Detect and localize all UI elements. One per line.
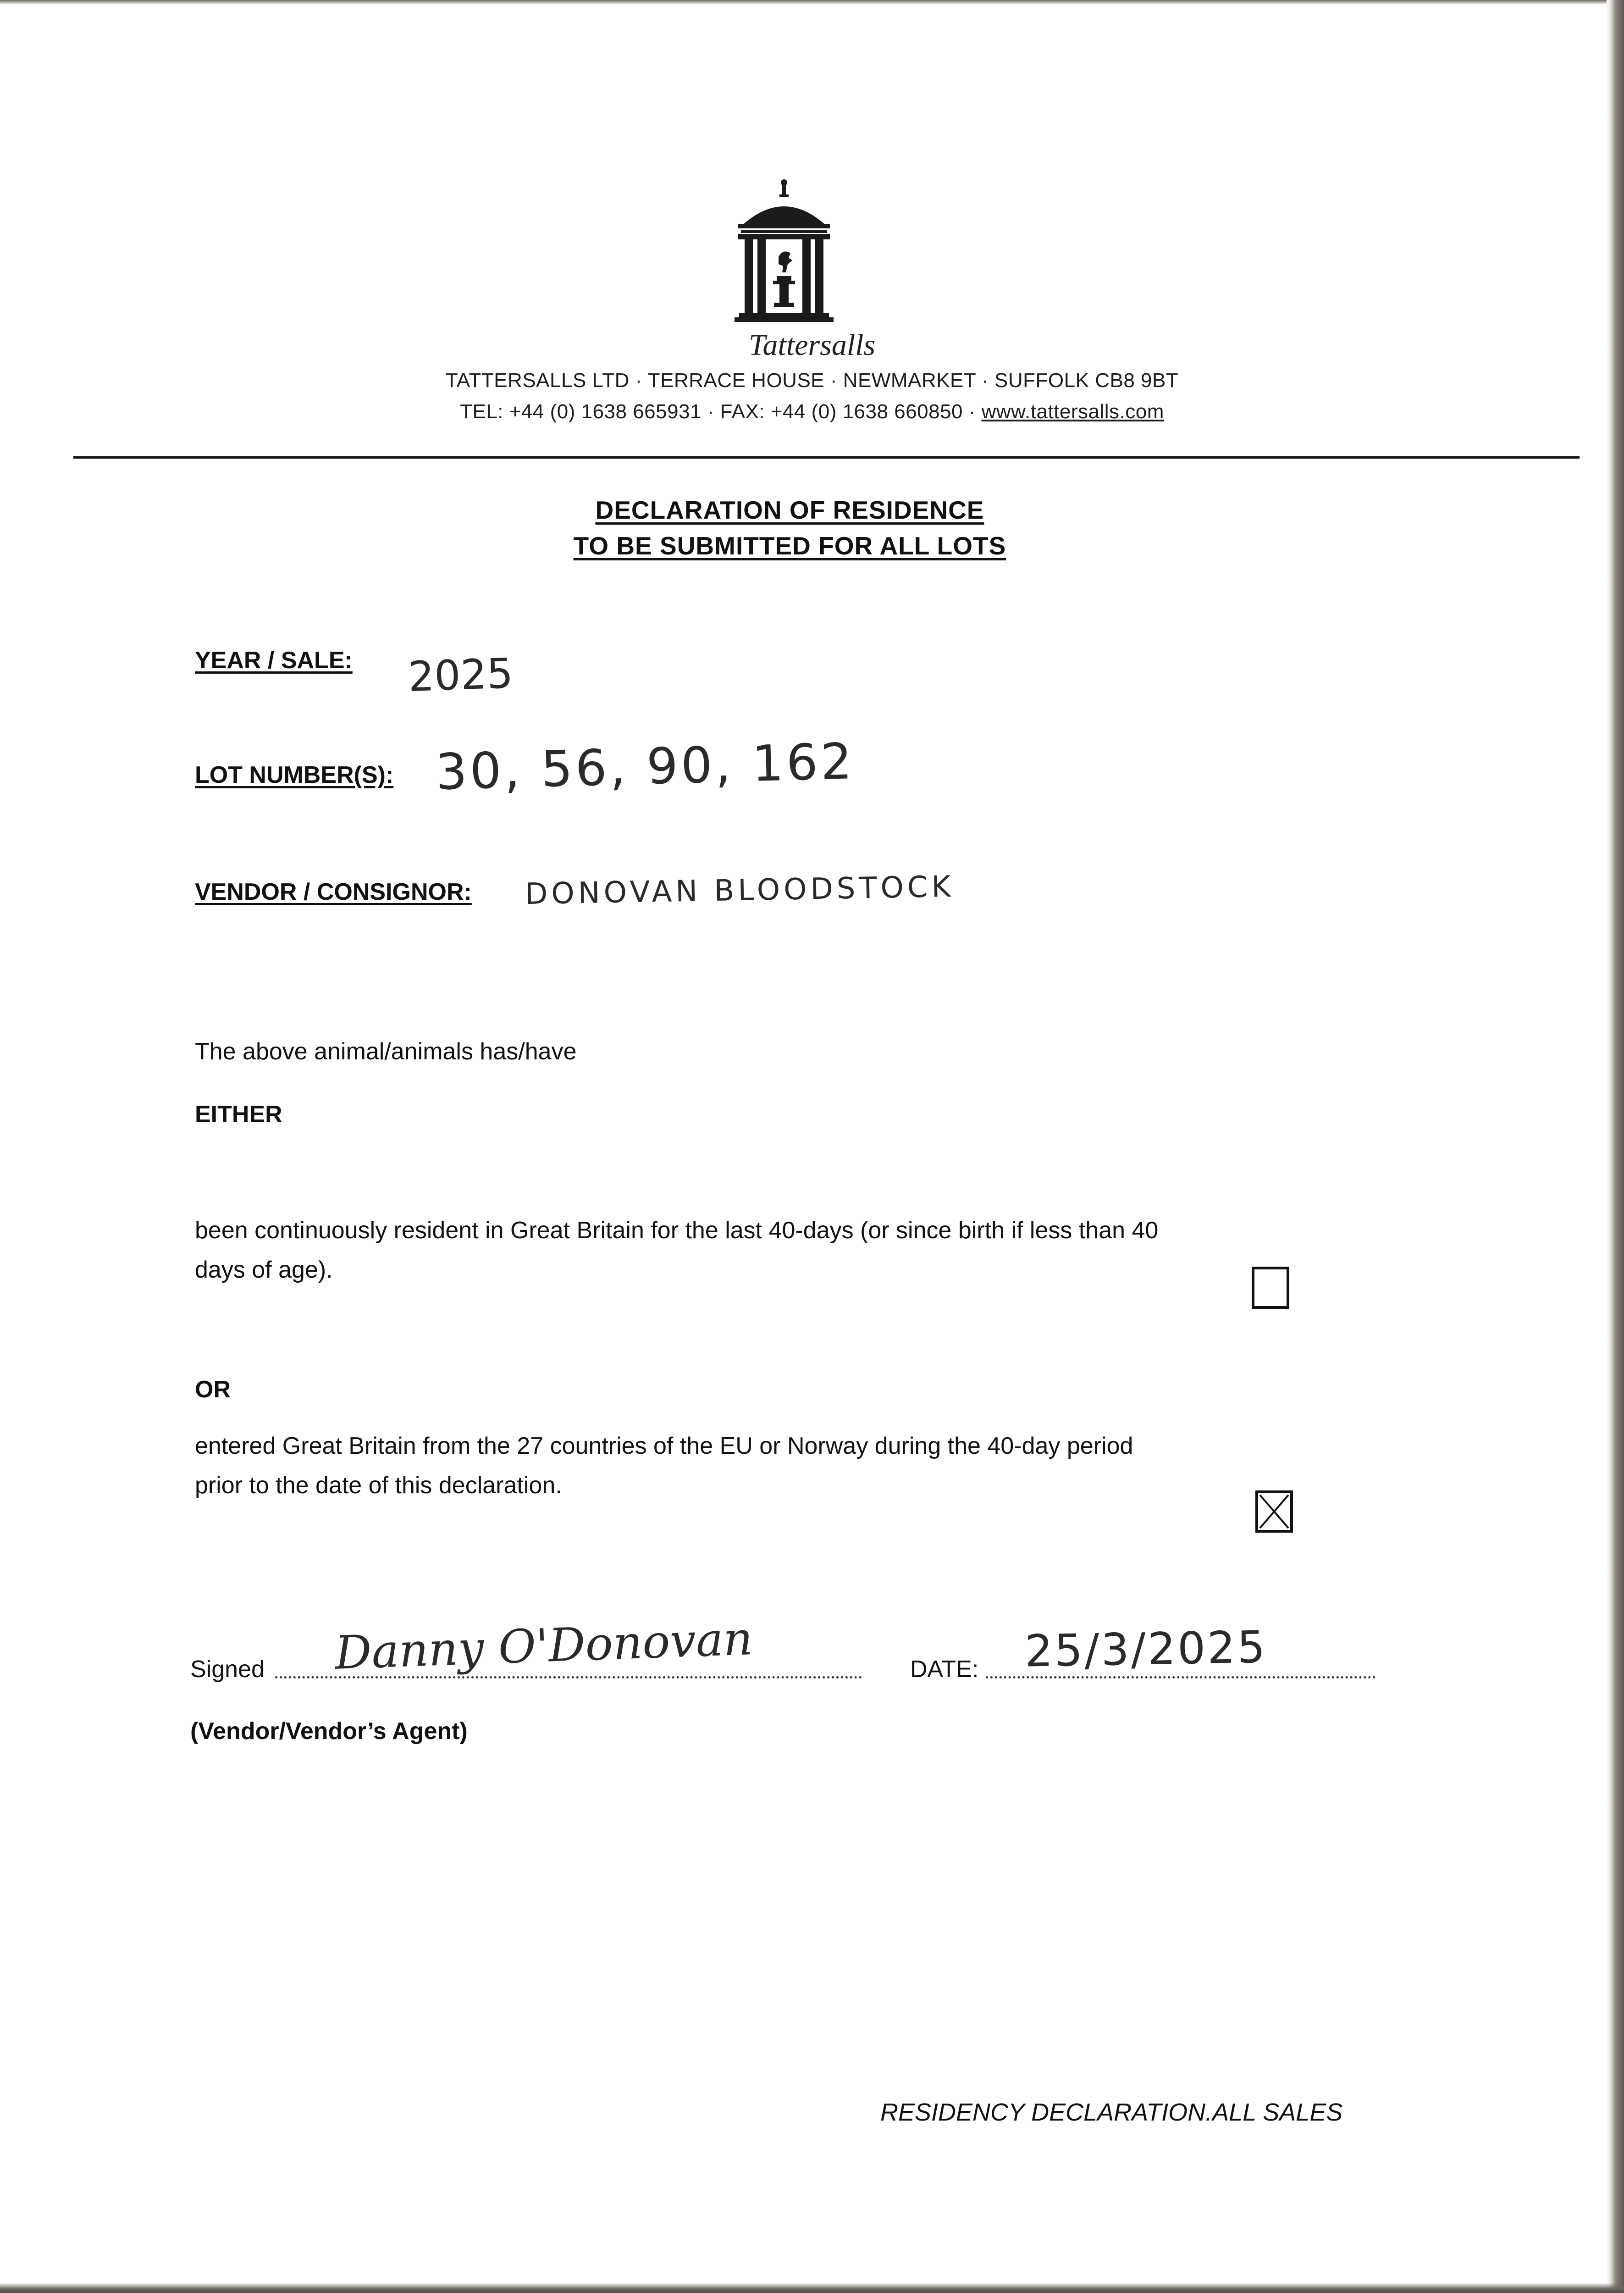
vendor-label: VENDOR / CONSIGNOR: bbox=[195, 879, 472, 905]
either-label: EITHER bbox=[195, 1101, 282, 1128]
contact-numbers: TEL: +44 (0) 1638 665931 · FAX: +44 (0) 1638 660850 · bbox=[460, 400, 982, 423]
signed-label: Signed bbox=[190, 1656, 265, 1683]
brand-name: Tattersalls bbox=[748, 328, 876, 362]
option2-checkbox[interactable] bbox=[1255, 1490, 1293, 1533]
company-address: TATTERSALLS LTD · TERRACE HOUSE · NEWMARKET · SUFFOLK CB8 9BT bbox=[445, 369, 1179, 392]
document-subtitle: TO BE SUBMITTED FOR ALL LOTS bbox=[573, 532, 1006, 560]
lot-numbers-label: LOT NUMBER(S): bbox=[195, 762, 394, 788]
year-sale-value[interactable]: 2025 bbox=[407, 649, 514, 701]
signatory-role-label: (Vendor/Vendor’s Agent) bbox=[190, 1718, 468, 1745]
checkbox-cross-icon bbox=[1258, 1493, 1290, 1530]
option2-line1: entered Great Britain from the 27 countries of the EU or Norway during the 40-day period bbox=[195, 1433, 1133, 1459]
tattersalls-temple-logo bbox=[729, 179, 839, 330]
scan-edge-top bbox=[0, 0, 1624, 5]
option1-text bbox=[195, 1211, 1158, 1290]
option2-line2: prior to the date of this declaration. bbox=[195, 1472, 562, 1499]
document-title: DECLARATION OF RESIDENCE bbox=[595, 496, 984, 524]
date-value[interactable]: 25/3/2025 bbox=[1024, 1621, 1268, 1677]
vendor-value[interactable]: DONOVAN BLOODSTOCK bbox=[525, 870, 955, 912]
declaration-intro: The above animal/animals has/have bbox=[195, 1038, 577, 1065]
lot-numbers-value[interactable]: 30, 56, 90, 162 bbox=[435, 733, 856, 801]
year-sale-label: YEAR / SALE: bbox=[195, 647, 353, 674]
header-divider bbox=[73, 456, 1580, 459]
option1-line1: been continuously resident in Great Britain for the last 40-days (or since birth if less than 40 bbox=[195, 1217, 1159, 1244]
website-link[interactable]: www.tattersalls.com bbox=[981, 400, 1164, 423]
company-contact bbox=[0, 400, 1624, 423]
scan-edge-bottom bbox=[0, 2283, 1624, 2293]
date-label: DATE: bbox=[910, 1656, 979, 1683]
footer-form-name: RESIDENCY DECLARATION.ALL SALES bbox=[880, 2099, 1343, 2126]
signature-handwritten[interactable]: Danny O'Donovan bbox=[334, 1612, 754, 1680]
or-label: OR bbox=[195, 1376, 231, 1403]
option2-text bbox=[195, 1426, 1133, 1505]
option1-line2: days of age). bbox=[195, 1257, 333, 1283]
option1-checkbox[interactable] bbox=[1252, 1267, 1289, 1309]
